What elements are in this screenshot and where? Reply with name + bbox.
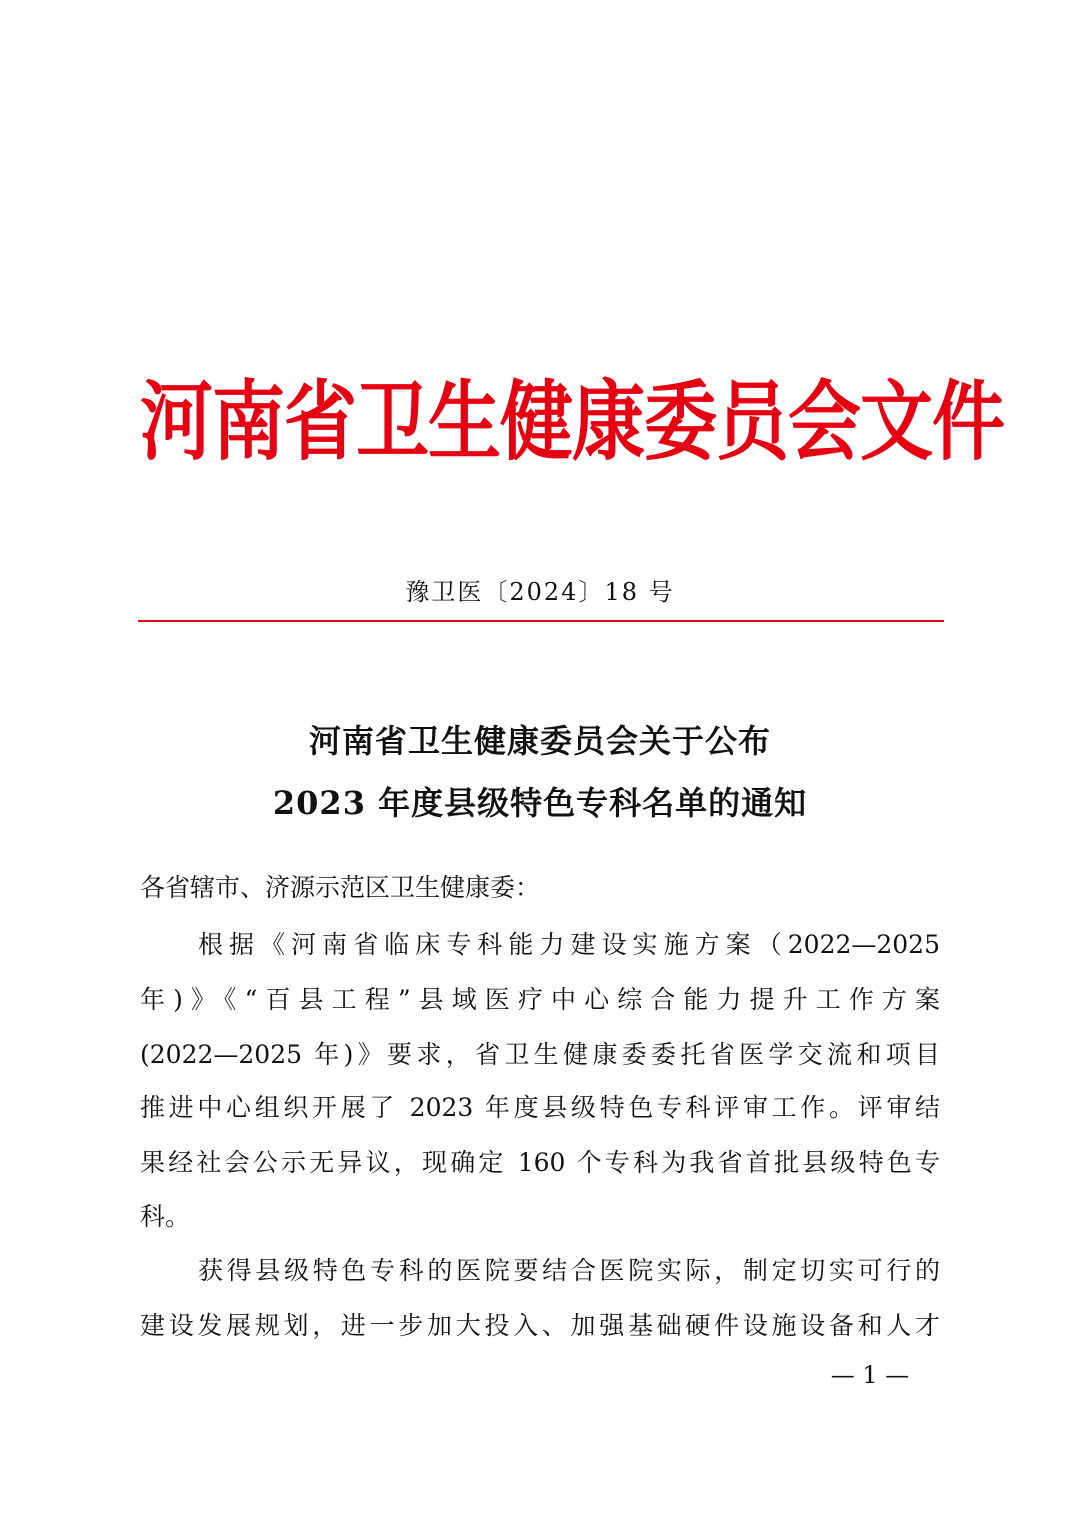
paragraph-1-line-2: 年)》《“百县工程”县域医疗中心综合能力提升工作方案 <box>140 985 940 1014</box>
notice-title-line-2: 2023 年度县级特色专科名单的通知 <box>272 784 808 822</box>
page-number: — 1 — <box>830 1361 910 1389</box>
paragraph-1-line-3: (2022—2025 年)》要求，省卫生健康委委托省医学交流和项目 <box>140 1040 940 1069</box>
masthead-title: 河南省卫生健康委员会文件 <box>140 372 1004 473</box>
paragraph-2-line-1: 获得县级特色专科的医院要结合医院实际，制定切实可行的 <box>198 1256 940 1285</box>
paragraph-1-line-5: 果经社会公示无异议，现确定 160 个专科为我省首批县级特色专 <box>140 1148 940 1177</box>
red-divider-line <box>138 620 944 622</box>
paragraph-1-line-1: 根据《河南省临床专科能力建设实施方案（2022—2025 <box>198 930 940 959</box>
document-number: 豫卫医〔2024〕18 号 <box>405 578 675 606</box>
paragraph-1-line-6: 科。 <box>140 1202 191 1231</box>
paragraph-1-line-4: 推进中心组织开展了 2023 年度县级特色专科评审工作。评审结 <box>140 1093 940 1122</box>
paragraph-2-line-2: 建设发展规划，进一步加大投入、加强基础硬件设施设备和人才 <box>140 1311 940 1340</box>
notice-title-line-1: 河南省卫生健康委员会关于公布 <box>308 722 771 760</box>
salutation: 各省辖市、济源示范区卫生健康委： <box>140 873 541 902</box>
